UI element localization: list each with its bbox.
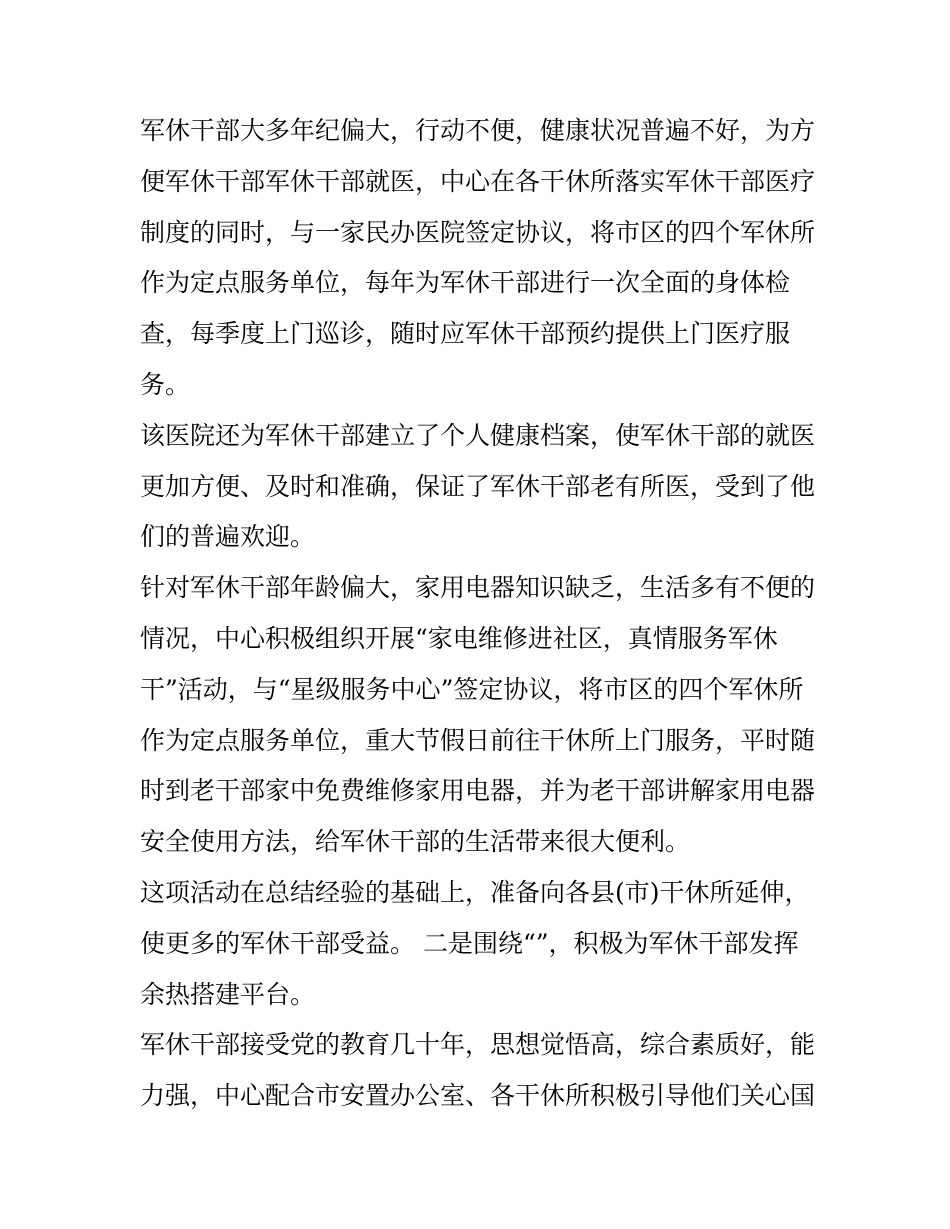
- text-line-8: 更加方便、及时和准确，保证了军休干部老有所医，受到了他: [140, 471, 816, 501]
- text-line-14: 时到老干部家中免费维修家用电器，并为老干部讲解家用电器: [140, 776, 816, 806]
- text-line-2: 便军休干部军休干部就医，中心在各干休所落实军休干部医疗: [140, 166, 816, 196]
- text-line-16: 这项活动在总结经验的基础上，准备向各县(市)干休所延伸，: [140, 877, 810, 907]
- text-line-15: 安全使用方法，给军休干部的生活带来很大便利。: [140, 827, 691, 857]
- text-line-6: 务。: [140, 369, 191, 399]
- text-line-17: 使更多的军休干部受益。 二是围绕“”，积极为军休干部发挥: [140, 928, 799, 958]
- text-line-12: 干”活动，与“星级服务中心”签定协议，将市区的四个军休所: [140, 674, 804, 704]
- text-line-19: 军休干部接受党的教育几十年，思想觉悟高，综合素质好，能: [140, 1030, 816, 1060]
- text-line-18: 余热搭建平台。: [140, 979, 316, 1009]
- text-line-13: 作为定点服务单位，重大节假日前往干休所上门服务，平时随: [140, 725, 816, 755]
- document-body: [140, 106, 820, 1122]
- text-line-20: 力强，中心配合市安置办公室、各干休所积极引导他们关心国: [140, 1081, 816, 1111]
- text-line-3: 制度的同时，与一家民办医院签定协议，将市区的四个军休所: [140, 217, 816, 247]
- text-line-10: 针对军休干部年龄偏大，家用电器知识缺乏，生活多有不便的: [140, 573, 816, 603]
- text-line-7: 该医院还为军休干部建立了个人健康档案，使军休干部的就医: [140, 420, 816, 450]
- text-line-5: 查，每季度上门巡诊，随时应军休干部预约提供上门医疗服: [140, 319, 791, 349]
- text-line-4: 作为定点服务单位，每年为军休干部进行一次全面的身体检: [140, 268, 791, 298]
- text-line-9: 们的普遍欢迎。: [140, 522, 316, 552]
- text-line-11: 情况，中心积极组织开展“家电维修进社区，真情服务军休: [140, 623, 778, 653]
- text-line-1: 军休干部大多年纪偏大，行动不便，健康状况普遍不好，为方: [140, 116, 816, 145]
